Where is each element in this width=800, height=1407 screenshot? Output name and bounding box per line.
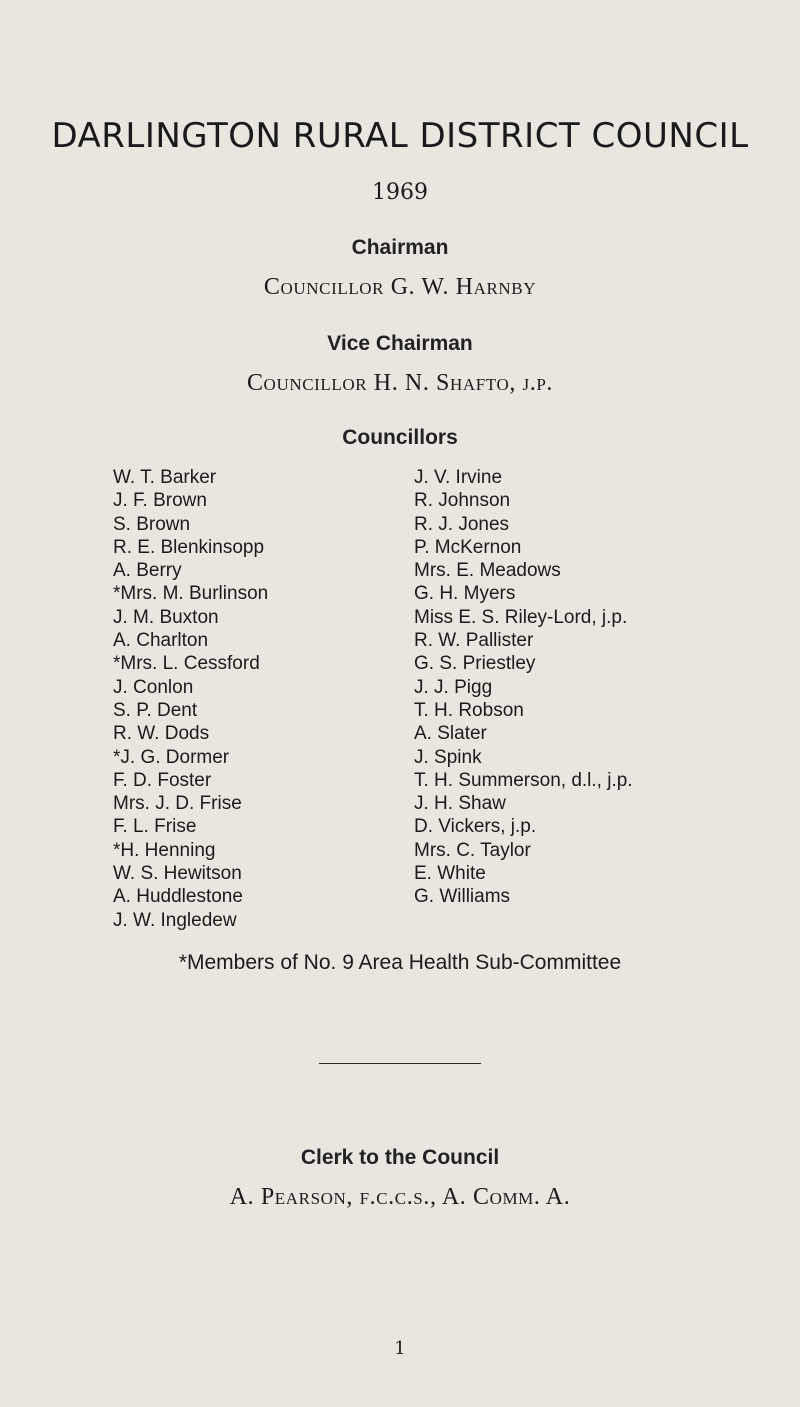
clerk-heading: Clerk to the Council: [300, 1146, 500, 1169]
councillor-name: T. H. Summerson, d.l., j.p.: [414, 769, 633, 791]
vice-chairman-heading: Vice Chairman: [327, 332, 473, 355]
chairman-name: Councillor G. W. Harnby: [263, 274, 537, 300]
councillor-name: R. E. Blenkinsopp: [113, 536, 265, 558]
councillor-name: R. J. Jones: [414, 513, 510, 535]
councillor-name: J. Spink: [414, 746, 482, 768]
year: 1969: [372, 180, 428, 205]
councillor-name: S. P. Dent: [113, 699, 198, 721]
councillor-name: A. Slater: [414, 723, 487, 745]
councillor-name: G. S. Priestley: [414, 653, 536, 675]
councillor-name: *Mrs. L. Cessford: [113, 653, 260, 675]
councillors-right-column: [414, 466, 633, 909]
councillor-name: Mrs. C. Taylor: [414, 839, 531, 861]
council-title: DARLINGTON RURAL DISTRICT COUNCIL: [51, 116, 749, 156]
councillor-name: J. J. Pigg: [414, 676, 493, 698]
councillor-name: F. L. Frise: [113, 816, 197, 838]
councillors-left-column: [113, 466, 268, 932]
footnote: *Members of No. 9 Area Health Sub-Committee: [178, 951, 622, 974]
councillor-name: *J. G. Dormer: [113, 746, 230, 768]
councillor-name: F. D. Foster: [113, 769, 212, 791]
councillor-name: Mrs. E. Meadows: [414, 560, 561, 582]
councillor-name: D. Vickers, j.p.: [414, 816, 537, 838]
councillor-name: R. W. Dods: [113, 723, 210, 745]
councillor-name: S. Brown: [113, 513, 191, 535]
councillor-name: Miss E. S. Riley-Lord, j.p.: [414, 606, 628, 628]
divider: [319, 1063, 481, 1064]
councillor-name: G. Williams: [414, 886, 511, 908]
councillor-name: J. F. Brown: [113, 490, 207, 512]
vice-chairman-name: Councillor H. N. Shafto, j.p.: [246, 370, 554, 396]
councillor-name: Mrs. J. D. Frise: [113, 793, 242, 815]
page-number: 1: [394, 1338, 406, 1359]
clerk-name: A. Pearson, f.c.c.s., A. Comm. A.: [229, 1184, 571, 1210]
councillor-name: J. Conlon: [113, 676, 194, 698]
councillor-name: A. Berry: [113, 560, 182, 582]
councillor-name: R. Johnson: [414, 490, 511, 512]
councillor-name: *H. Henning: [113, 839, 216, 861]
councillor-name: J. M. Buxton: [113, 606, 219, 628]
councillor-name: W. S. Hewitson: [113, 863, 242, 885]
councillor-name: P. McKernon: [414, 536, 522, 558]
councillor-name: A. Charlton: [113, 630, 209, 652]
chairman-heading: Chairman: [351, 236, 449, 259]
councillor-name: J. H. Shaw: [414, 793, 506, 815]
councillors-heading: Councillors: [342, 426, 458, 449]
councillor-name: E. White: [414, 863, 486, 885]
councillor-name: *Mrs. M. Burlinson: [113, 583, 269, 605]
councillor-name: J. W. Ingledew: [113, 909, 237, 931]
councillor-name: T. H. Robson: [414, 699, 524, 721]
councillor-name: J. V. Irvine: [414, 467, 503, 488]
councillor-name: W. T. Barker: [113, 467, 217, 488]
councillor-name: R. W. Pallister: [414, 630, 534, 652]
councillor-name: G. H. Myers: [414, 583, 516, 605]
councillor-name: A. Huddlestone: [113, 886, 243, 908]
